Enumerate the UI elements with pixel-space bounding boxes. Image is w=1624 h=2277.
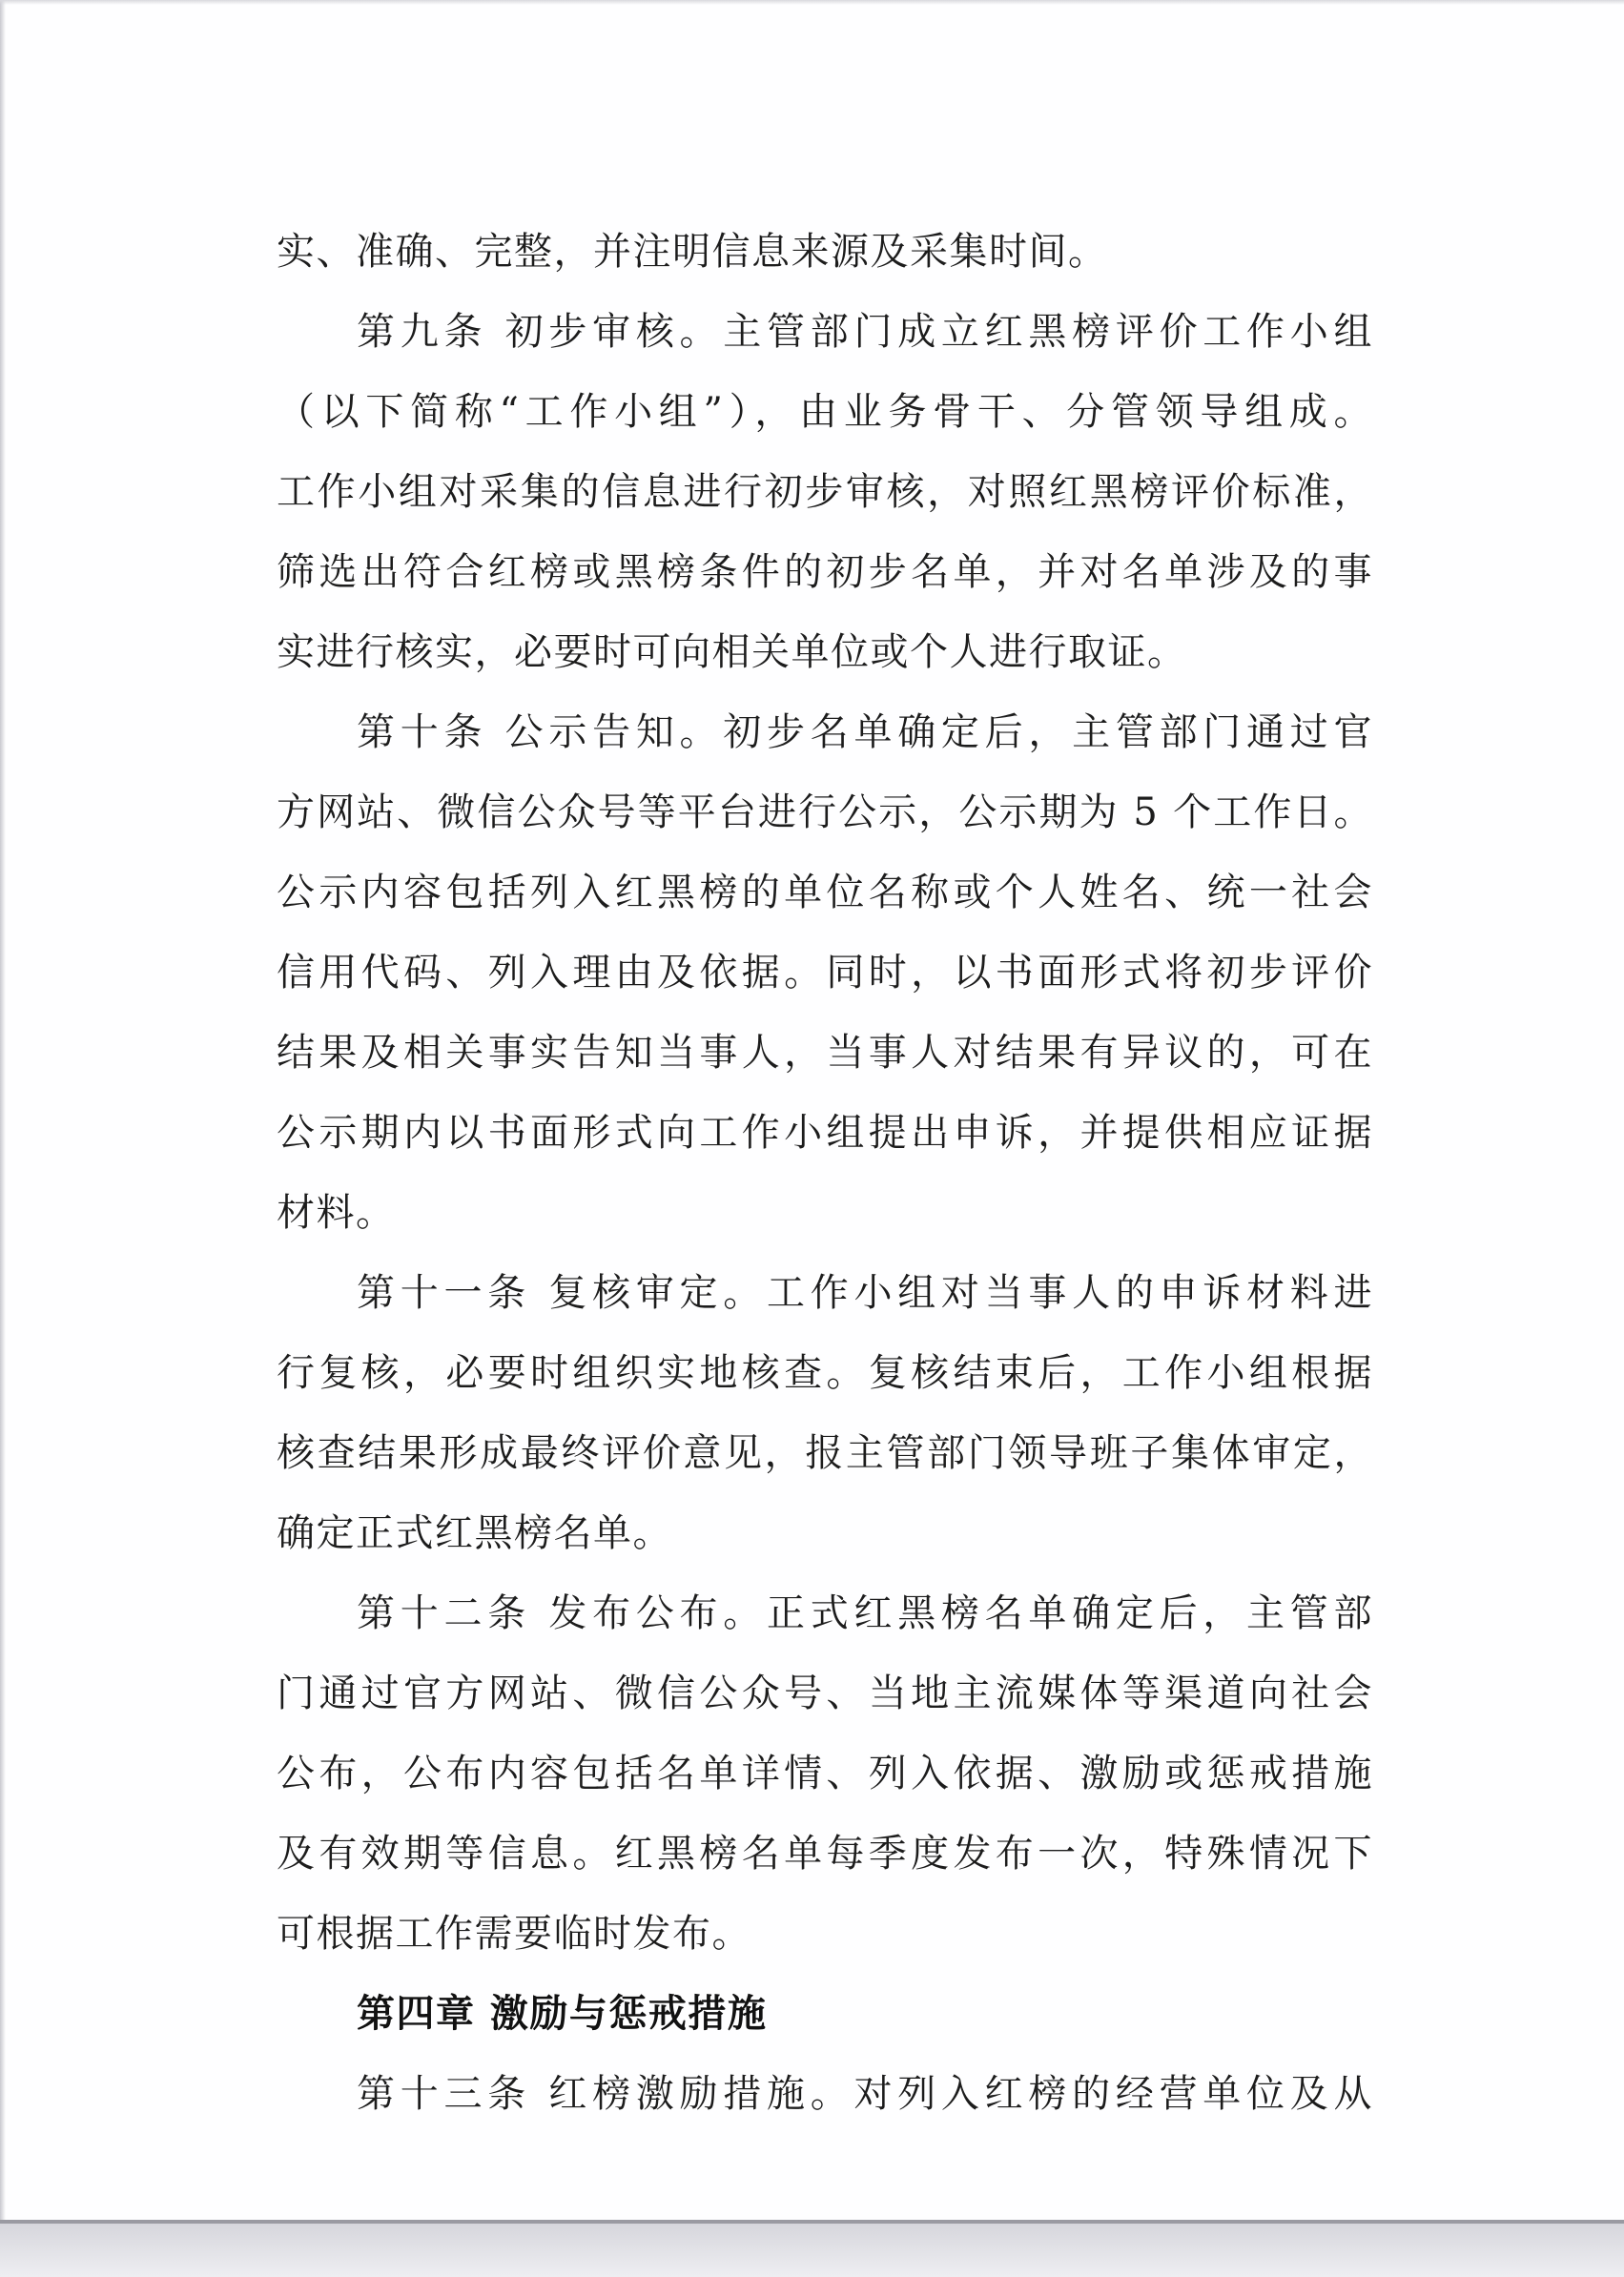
scan-edge-top <box>0 0 1624 5</box>
text-line: 核查结果形成最终评价意见，报主管部门领导班子集体审定， <box>277 1431 1373 1475</box>
text-line: 可根据工作需要临时发布。 <box>277 1912 751 1956</box>
chapter-heading: 第四章 激励与惩戒措施 <box>357 1992 768 2036</box>
text-line: 材料。 <box>277 1191 396 1235</box>
text-line: 公示期内以书面形式向工作小组提出申诉，并提供相应证据 <box>277 1111 1373 1155</box>
document-body <box>277 212 1373 2134</box>
text-line: （以下简称“工作小组”），由业务骨干、分管领导组成。 <box>277 390 1373 434</box>
text-line: 公布，公布内容包括名单详情、列入依据、激励或惩戒措施 <box>277 1752 1373 1795</box>
article-13-start: 第十三条 红榜激励措施。对列入红榜的经营单位及从 <box>357 2072 1373 2116</box>
scan-bottom-shadow <box>0 2224 1624 2277</box>
text-line: 实、准确、完整，并注明信息来源及采集时间。 <box>277 230 1108 274</box>
article-11-start: 第十一条 复核审定。工作小组对当事人的申诉材料进 <box>357 1271 1373 1315</box>
text-line: 行复核，必要时组织实地核查。复核结束后，工作小组根据 <box>277 1351 1373 1395</box>
scan-edge-left <box>0 0 6 2277</box>
text-line: 确定正式红黑榜名单。 <box>277 1511 672 1555</box>
text-line: 及有效期等信息。红黑榜名单每季度发布一次，特殊情况下 <box>277 1832 1373 1876</box>
text-line: 工作小组对采集的信息进行初步审核，对照红黑榜评价标准， <box>277 470 1373 514</box>
article-9-start: 第九条 初步审核。主管部门成立红黑榜评价工作小组 <box>357 310 1373 354</box>
text-line: 方网站、微信公众号等平台进行公示，公示期为 5 个工作日。 <box>277 790 1373 834</box>
article-12-start: 第十二条 发布公布。正式红黑榜名单确定后，主管部 <box>357 1591 1373 1635</box>
text-line: 结果及相关事实告知当事人，当事人对结果有异议的，可在 <box>277 1031 1373 1075</box>
text-line: 公示内容包括列入红黑榜的单位名称或个人姓名、统一社会 <box>277 871 1373 914</box>
text-line: 实进行核实，必要时可向相关单位或个人进行取证。 <box>277 630 1187 674</box>
article-10-start: 第十条 公示告知。初步名单确定后，主管部门通过官 <box>357 710 1373 754</box>
text-line: 信用代码、列入理由及依据。同时，以书面形式将初步评价 <box>277 951 1373 995</box>
text-line: 门通过官方网站、微信公众号、当地主流媒体等渠道向社会 <box>277 1672 1373 1715</box>
text-line: 筛选出符合红榜或黑榜条件的初步名单，并对名单涉及的事 <box>277 550 1373 594</box>
